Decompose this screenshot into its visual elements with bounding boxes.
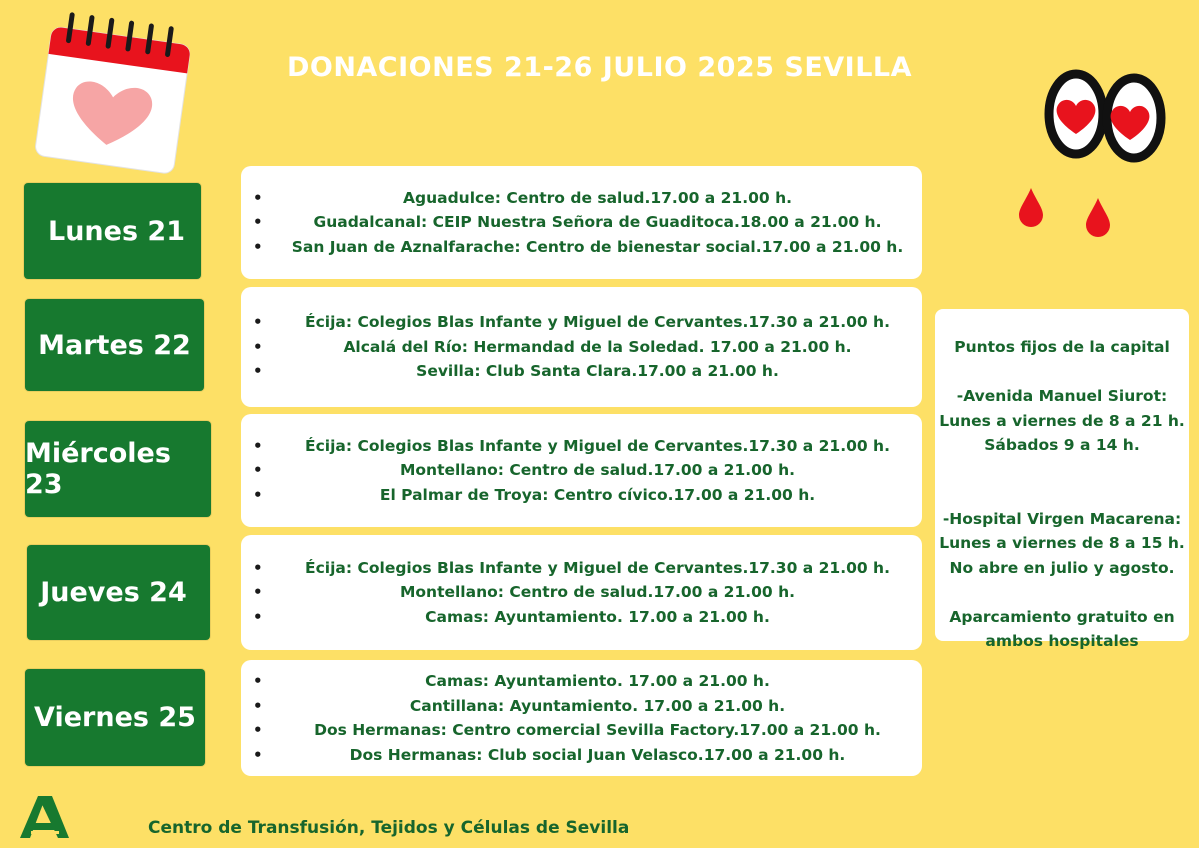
schedule-item: • Guadalcanal: CEIP Nuestra Señora de Guaditoca.18.00 a 21.00 h. xyxy=(253,210,912,235)
location-note: No abre en julio y agosto. xyxy=(949,558,1175,577)
parking-note: ambos hospitales xyxy=(985,632,1139,650)
day-label-text: Martes 22 xyxy=(38,329,191,361)
page-title: DONACIONES 21-26 JULIO 2025 SEVILLA xyxy=(286,52,913,83)
schedule-item: • Écija: Colegios Blas Infante y Miguel de Cervantes.17.30 a 21.00 h. xyxy=(253,556,912,581)
schedule-item: • Sevilla: Club Santa Clara.17.00 a 21.00 h. xyxy=(253,359,912,384)
day-label-lunes xyxy=(24,183,201,279)
schedule-item: • San Juan de Aznalfarache: Centro de bienestar social.17.00 a 21.00 h. xyxy=(253,235,912,260)
schedule-item: • Camas: Ayuntamiento. 17.00 a 21.00 h. xyxy=(253,605,912,630)
calendar-heart-icon xyxy=(18,4,190,176)
schedule-box-martes xyxy=(241,287,922,407)
fixed-points-box xyxy=(935,309,1189,650)
parking-note: Aparcamiento gratuito en xyxy=(949,607,1175,626)
day-label-text: Miércoles 23 xyxy=(25,438,171,500)
blood-drop-icon xyxy=(1016,186,1046,228)
fixed-points-heading: Puntos fijos de la capital xyxy=(954,338,1170,356)
day-label-jueves xyxy=(27,545,210,640)
schedule-item: • Montellano: Centro de salud.17.00 a 21.00 h. xyxy=(253,580,912,605)
schedule-item: • Cantillana: Ayuntamiento. 17.00 a 21.00 h. xyxy=(253,694,912,719)
day-label-text: Viernes 25 xyxy=(34,702,196,733)
schedule-item: • Alcalá del Río: Hermandad de la Soledad. 17.00 a 21.00 h. xyxy=(253,335,912,360)
location-name: -Avenida Manuel Siurot: xyxy=(956,387,1168,405)
junta-andalucia-logo xyxy=(20,794,70,840)
day-label-viernes xyxy=(25,669,205,766)
day-label-text: Jueves 24 xyxy=(40,577,187,608)
schedule-box-viernes xyxy=(241,660,922,776)
schedule-item: • El Palmar de Troya: Centro cívico.17.00 a 21.00 h. xyxy=(253,483,912,508)
schedule-box-miercoles xyxy=(241,414,922,527)
schedule-item: • Dos Hermanas: Centro comercial Sevilla Factory.17.00 a 21.00 h. xyxy=(253,718,912,743)
footer-text: Centro de Transfusión, Tejidos y Células de Sevilla xyxy=(148,818,630,838)
schedule-box-jueves xyxy=(241,535,922,650)
schedule-item: • Camas: Ayuntamiento. 17.00 a 21.00 h. xyxy=(253,669,912,694)
day-label-martes xyxy=(25,299,204,391)
location-name: -Hospital Virgen Macarena: xyxy=(942,509,1182,528)
schedule-item: • Écija: Colegios Blas Infante y Miguel de Cervantes.17.30 a 21.00 h. xyxy=(253,434,912,459)
schedule-item: • Aguadulce: Centro de salud.17.00 a 21.00 h. xyxy=(253,186,912,211)
schedule-item: • Montellano: Centro de salud.17.00 a 21.00 h. xyxy=(253,458,912,483)
schedule-item: • Écija: Colegios Blas Infante y Miguel de Cervantes.17.30 a 21.00 h. xyxy=(253,310,912,335)
location-hours: Sábados 9 a 14 h. xyxy=(984,436,1140,454)
schedule-item: • Dos Hermanas: Club social Juan Velasco.17.00 a 21.00 h. xyxy=(253,743,912,768)
blood-drop-icon xyxy=(1083,196,1113,238)
day-label-text: Lunes 21 xyxy=(47,215,185,247)
location-hours: Lunes a viernes de 8 a 15 h. xyxy=(939,534,1185,552)
schedule-box-lunes xyxy=(241,166,922,279)
day-label-miercoles xyxy=(25,421,211,517)
location-hours: Lunes a viernes de 8 a 21 h. xyxy=(939,411,1185,430)
